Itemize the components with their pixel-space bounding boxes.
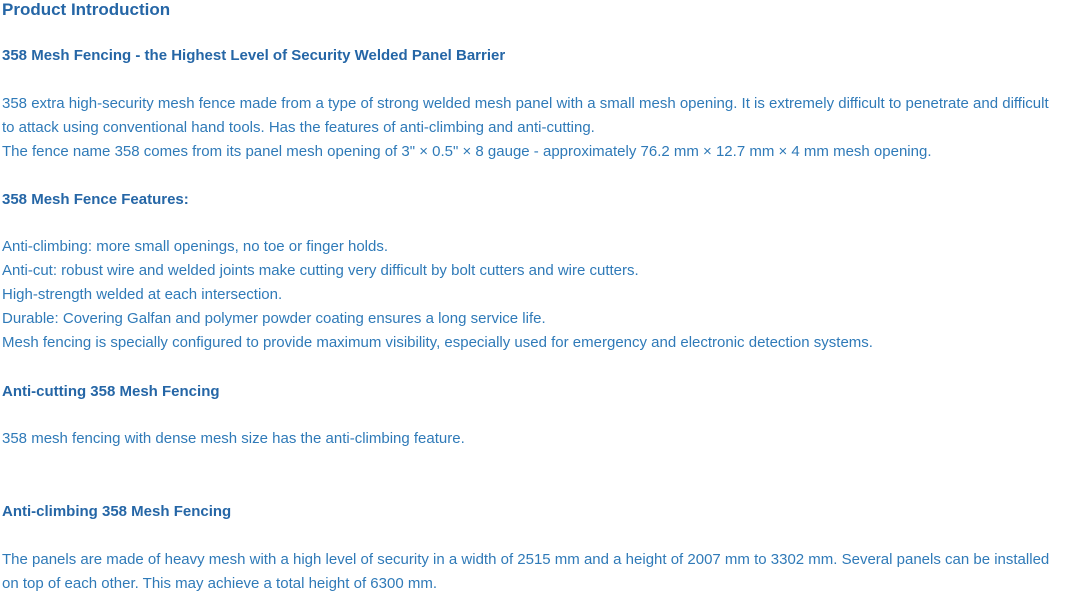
intro-text: 358 extra high-security mesh fence made from a type of strong welded mesh panel with a small mesh opening. It is extremely difficult to penetrate and difficult to attack using conventional hand tools. Has the features of anti-climbing and anti-cutting. <box>2 95 1049 136</box>
anti-climbing-paragraph: The panels are made of heavy mesh with a high level of security in a width of 2515 mm and a height of 2007 mm to 3302 mm. Several panels can be installed on top of each other. This may achieve a total height of 6300 mm. <box>2 551 1050 592</box>
feature-item: Anti-climbing: more small openings, no toe or finger holds. <box>2 238 389 255</box>
page-title: Product Introduction <box>2 0 171 19</box>
section-title-358-mesh-fencing: 358 Mesh Fencing - the Highest Level of Security Welded Panel Barrier <box>2 47 506 64</box>
section-title-features: 358 Mesh Fence Features: <box>2 191 189 208</box>
intro-name-origin-text: The fence name 358 comes from its panel mesh opening of 3" × 0.5" × 8 gauge - approximately 76.2 mm × 12.7 mm × 4 mm mesh opening. <box>2 143 932 160</box>
feature-item: High-strength welded at each intersection. <box>2 286 283 303</box>
feature-item: Anti-cut: robust wire and welded joints make cutting very difficult by bolt cutters and wire cutters. <box>2 262 639 279</box>
features-list <box>2 235 1064 355</box>
intro-paragraph <box>2 92 1064 164</box>
feature-item: Durable: Covering Galfan and polymer powder coating ensures a long service life. <box>2 310 546 327</box>
anti-cutting-paragraph: 358 mesh fencing with dense mesh size has the anti-climbing feature. <box>2 430 465 447</box>
section-title-anti-climbing: Anti-climbing 358 Mesh Fencing <box>2 503 232 520</box>
section-title-anti-cutting: Anti-cutting 358 Mesh Fencing <box>2 383 220 400</box>
feature-item: Mesh fencing is specially configured to provide maximum visibility, especially used for emergency and electronic detection systems. <box>2 334 873 351</box>
